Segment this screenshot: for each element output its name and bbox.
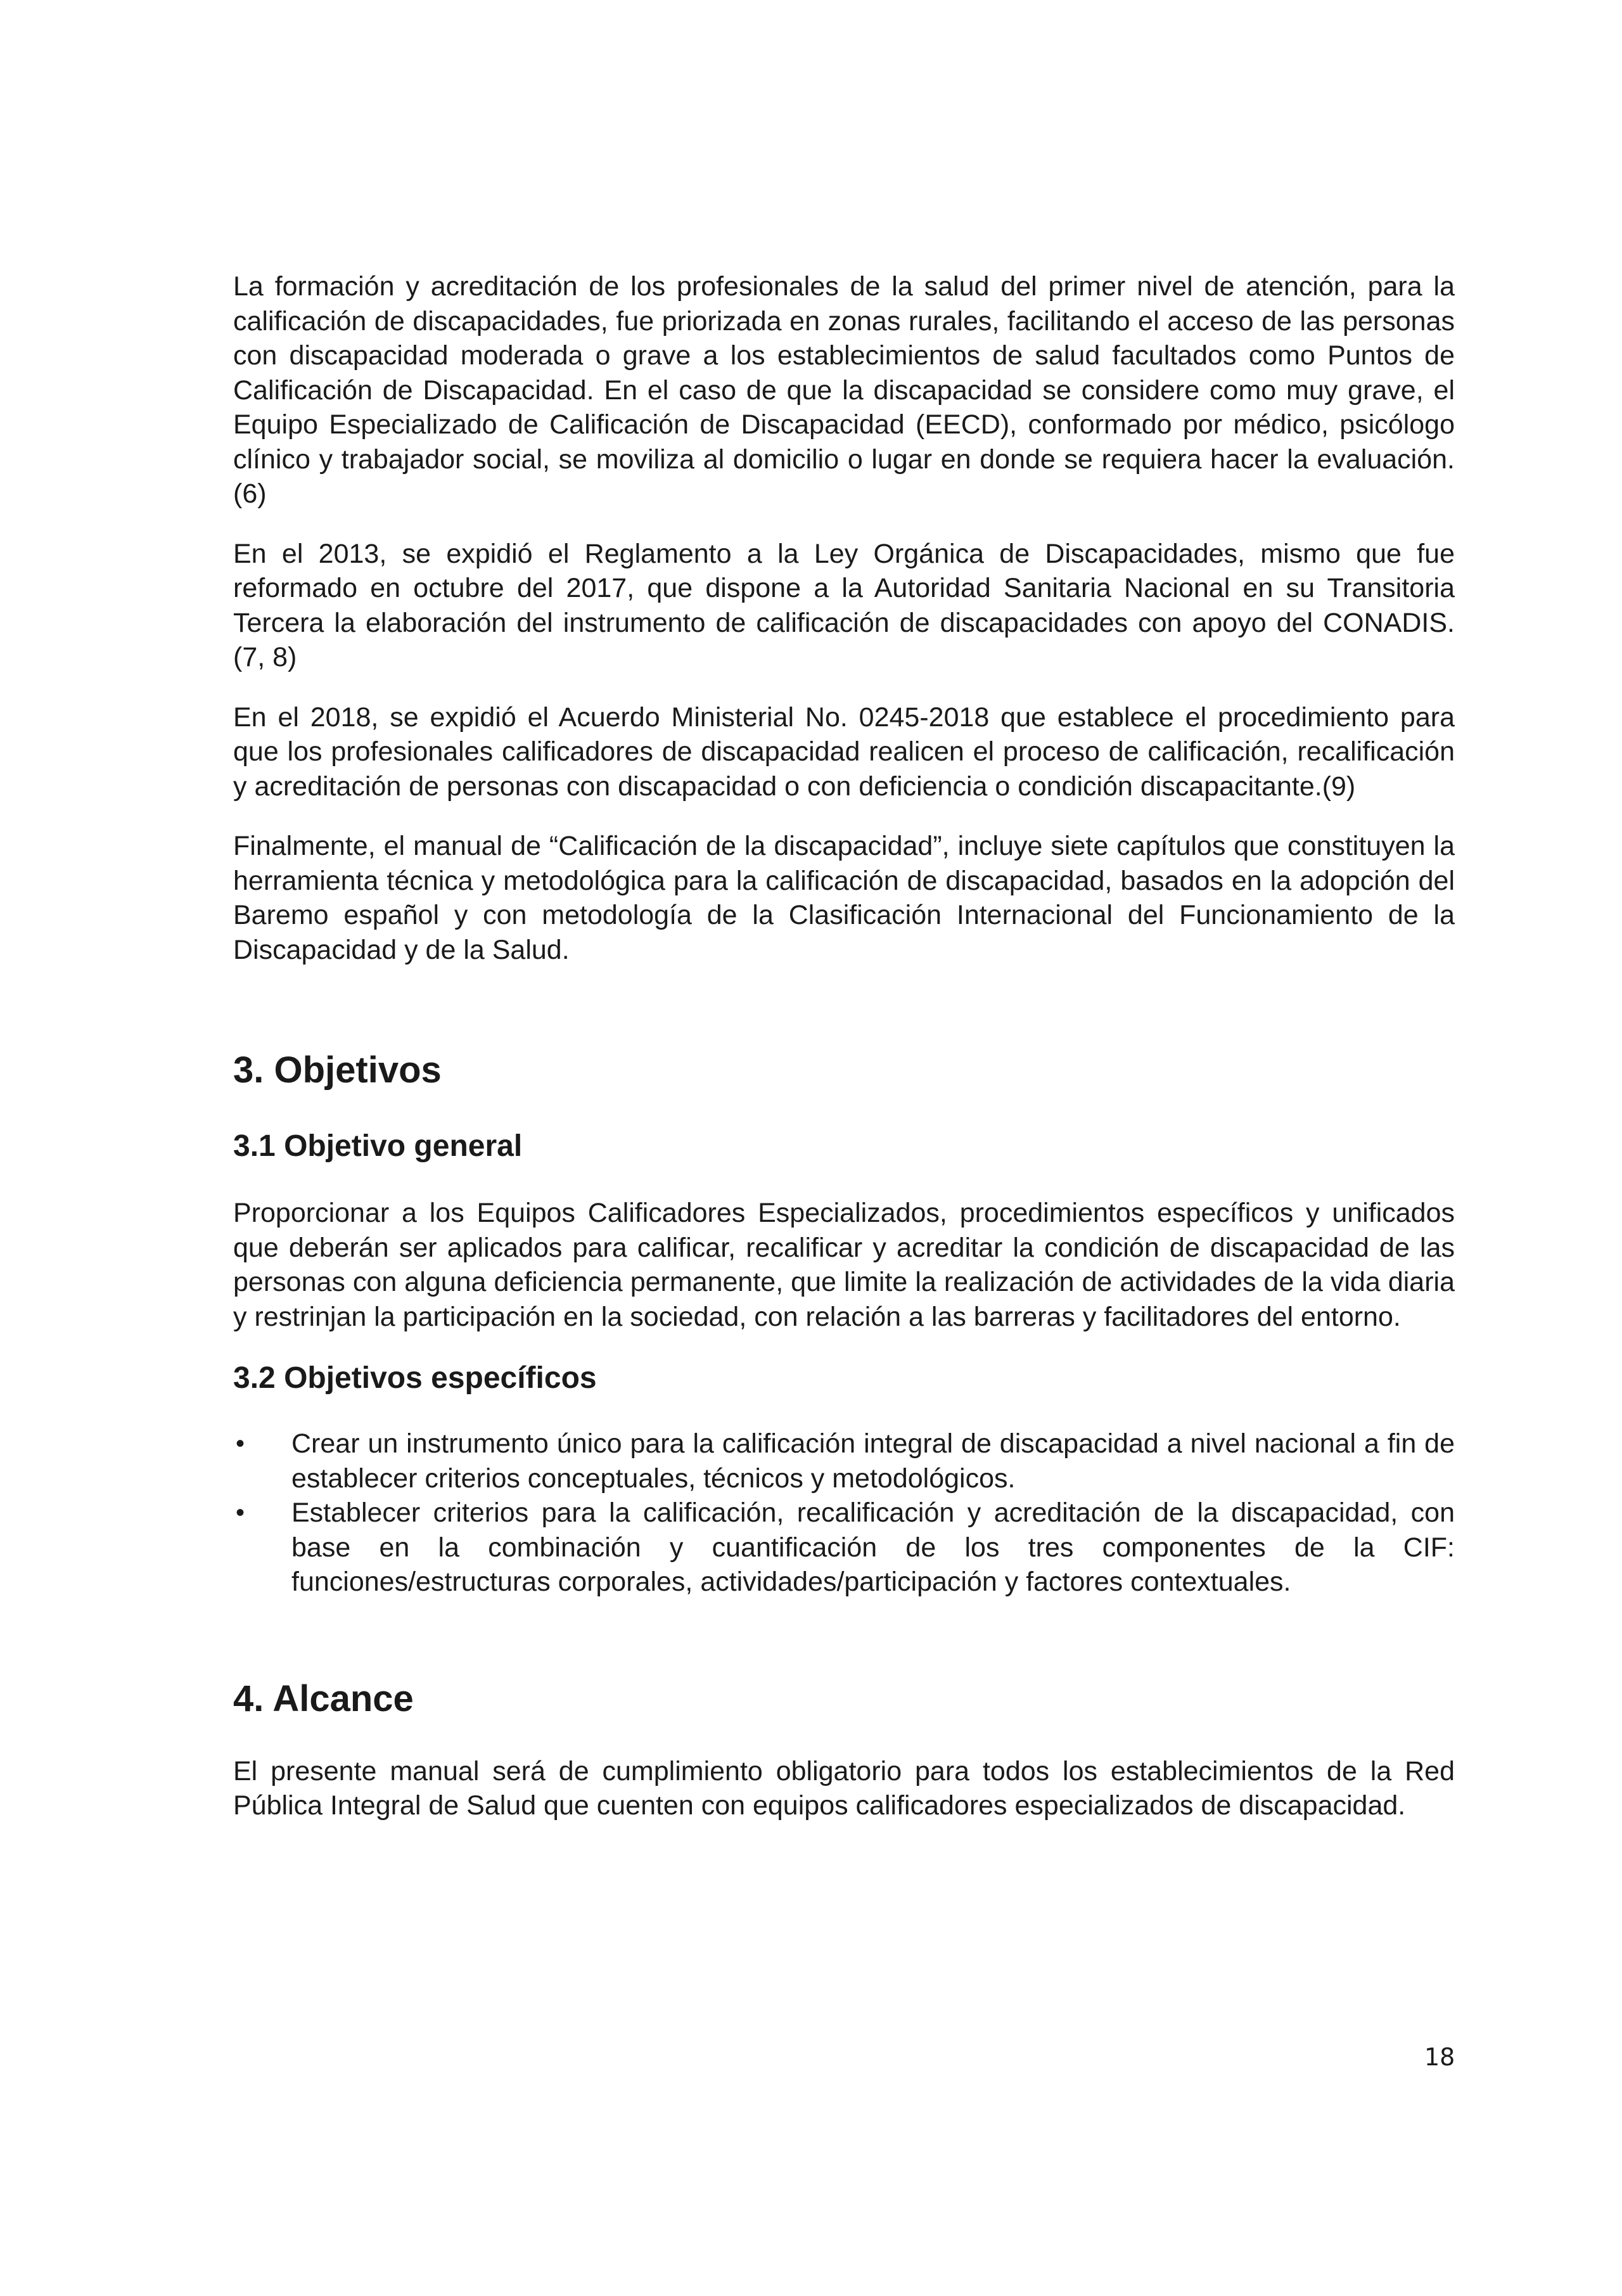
alcance-paragraph: El presente manual será de cumplimiento obligatorio para todos los establecimientos de la Red Pública Integral de Salud que cuenten con equipos calificadores especializados de discapacidad. bbox=[233, 1755, 1455, 1821]
intro-paragraph-3: En el 2018, se expidió el Acuerdo Ministerial No. 0245-2018 que establece el procedimiento para que los profesionales calificadores de discapacidad realicen el proceso de calificación, recalificación y acreditación de personas con discapacidad o con deficiencia o condición discapacitante.(9) bbox=[233, 702, 1455, 802]
section-heading-objetivos: 3. Objetivos bbox=[233, 1049, 442, 1091]
bullet-icon: • bbox=[236, 1499, 245, 1527]
intro-paragraph-4: Finalmente, el manual de “Calificación de la discapacidad”, incluye siete capítulos que constituyen la herramienta técnica y metodológica para la calificación de discapacidad, basados en la adopción del Baremo español y con metodología de la Clasificación Internacional del Funcionamiento de la Discapacidad y de la Salud. bbox=[233, 831, 1455, 965]
objetivo-general-paragraph: Proporcionar a los Equipos Calificadores Especializados, procedimientos específicos y unificados que deberán ser aplicados para calificar, recalificar y acreditar la condición de discapacidad de las personas con alguna deficiencia permanente, que limite la realización de actividades de la vida diaria y restrinjan la participación en la sociedad, con relación a las barreras y facilitadores del entorno. bbox=[233, 1198, 1455, 1332]
page-content bbox=[233, 269, 1455, 1849]
intro-paragraph-1: La formación y acreditación de los profesionales de la salud del primer nivel de atención, para la calificación de discapacidades, fue priorizada en zonas rurales, facilitando el acceso de las personas con discapacidad moderada o grave a los establecimientos de salud facultados como Puntos de Calificación de Discapacidad. En el caso de que la discapacidad se considere como muy grave, el Equipo Especializado de Calificación de Discapacidad (EECD), conformado por médico, psicólogo clínico y trabajador social, se moviliza al domicilio o lugar en donde se requiera hacer la evaluación. (6) bbox=[233, 271, 1455, 509]
page-number: 18 bbox=[1424, 2043, 1455, 2071]
list-item-text: Establecer criterios para la calificación, recalificación y acreditación de la discapacidad, con base en la combinación y cuantificación de los tres componentes de la CIF: funciones/estructuras corporales, actividades/participación y factores contextuales. bbox=[291, 1498, 1455, 1597]
list-item bbox=[233, 1427, 1455, 1496]
list-item-text: Crear un instrumento único para la calificación integral de discapacidad a nivel nacional a fin de establecer criterios conceptuales, técnicos y metodológicos. bbox=[291, 1428, 1455, 1494]
subsection-heading-objetivo-general: 3.1 Objetivo general bbox=[233, 1129, 523, 1163]
intro-paragraph-2: En el 2013, se expidió el Reglamento a la Ley Orgánica de Discapacidades, mismo que fue reformado en octubre del 2017, que dispone a la Autoridad Sanitaria Nacional en su Transitoria Tercera la elaboración del instrumento de calificación de discapacidades con apoyo del CONADIS. (7, 8) bbox=[233, 538, 1455, 672]
objetivos-especificos-list bbox=[233, 1427, 1455, 1600]
subsection-heading-objetivos-especificos: 3.2 Objetivos específicos bbox=[233, 1361, 597, 1395]
bullet-icon: • bbox=[236, 1430, 245, 1458]
list-item bbox=[233, 1496, 1455, 1600]
section-heading-alcance: 4. Alcance bbox=[233, 1677, 414, 1719]
